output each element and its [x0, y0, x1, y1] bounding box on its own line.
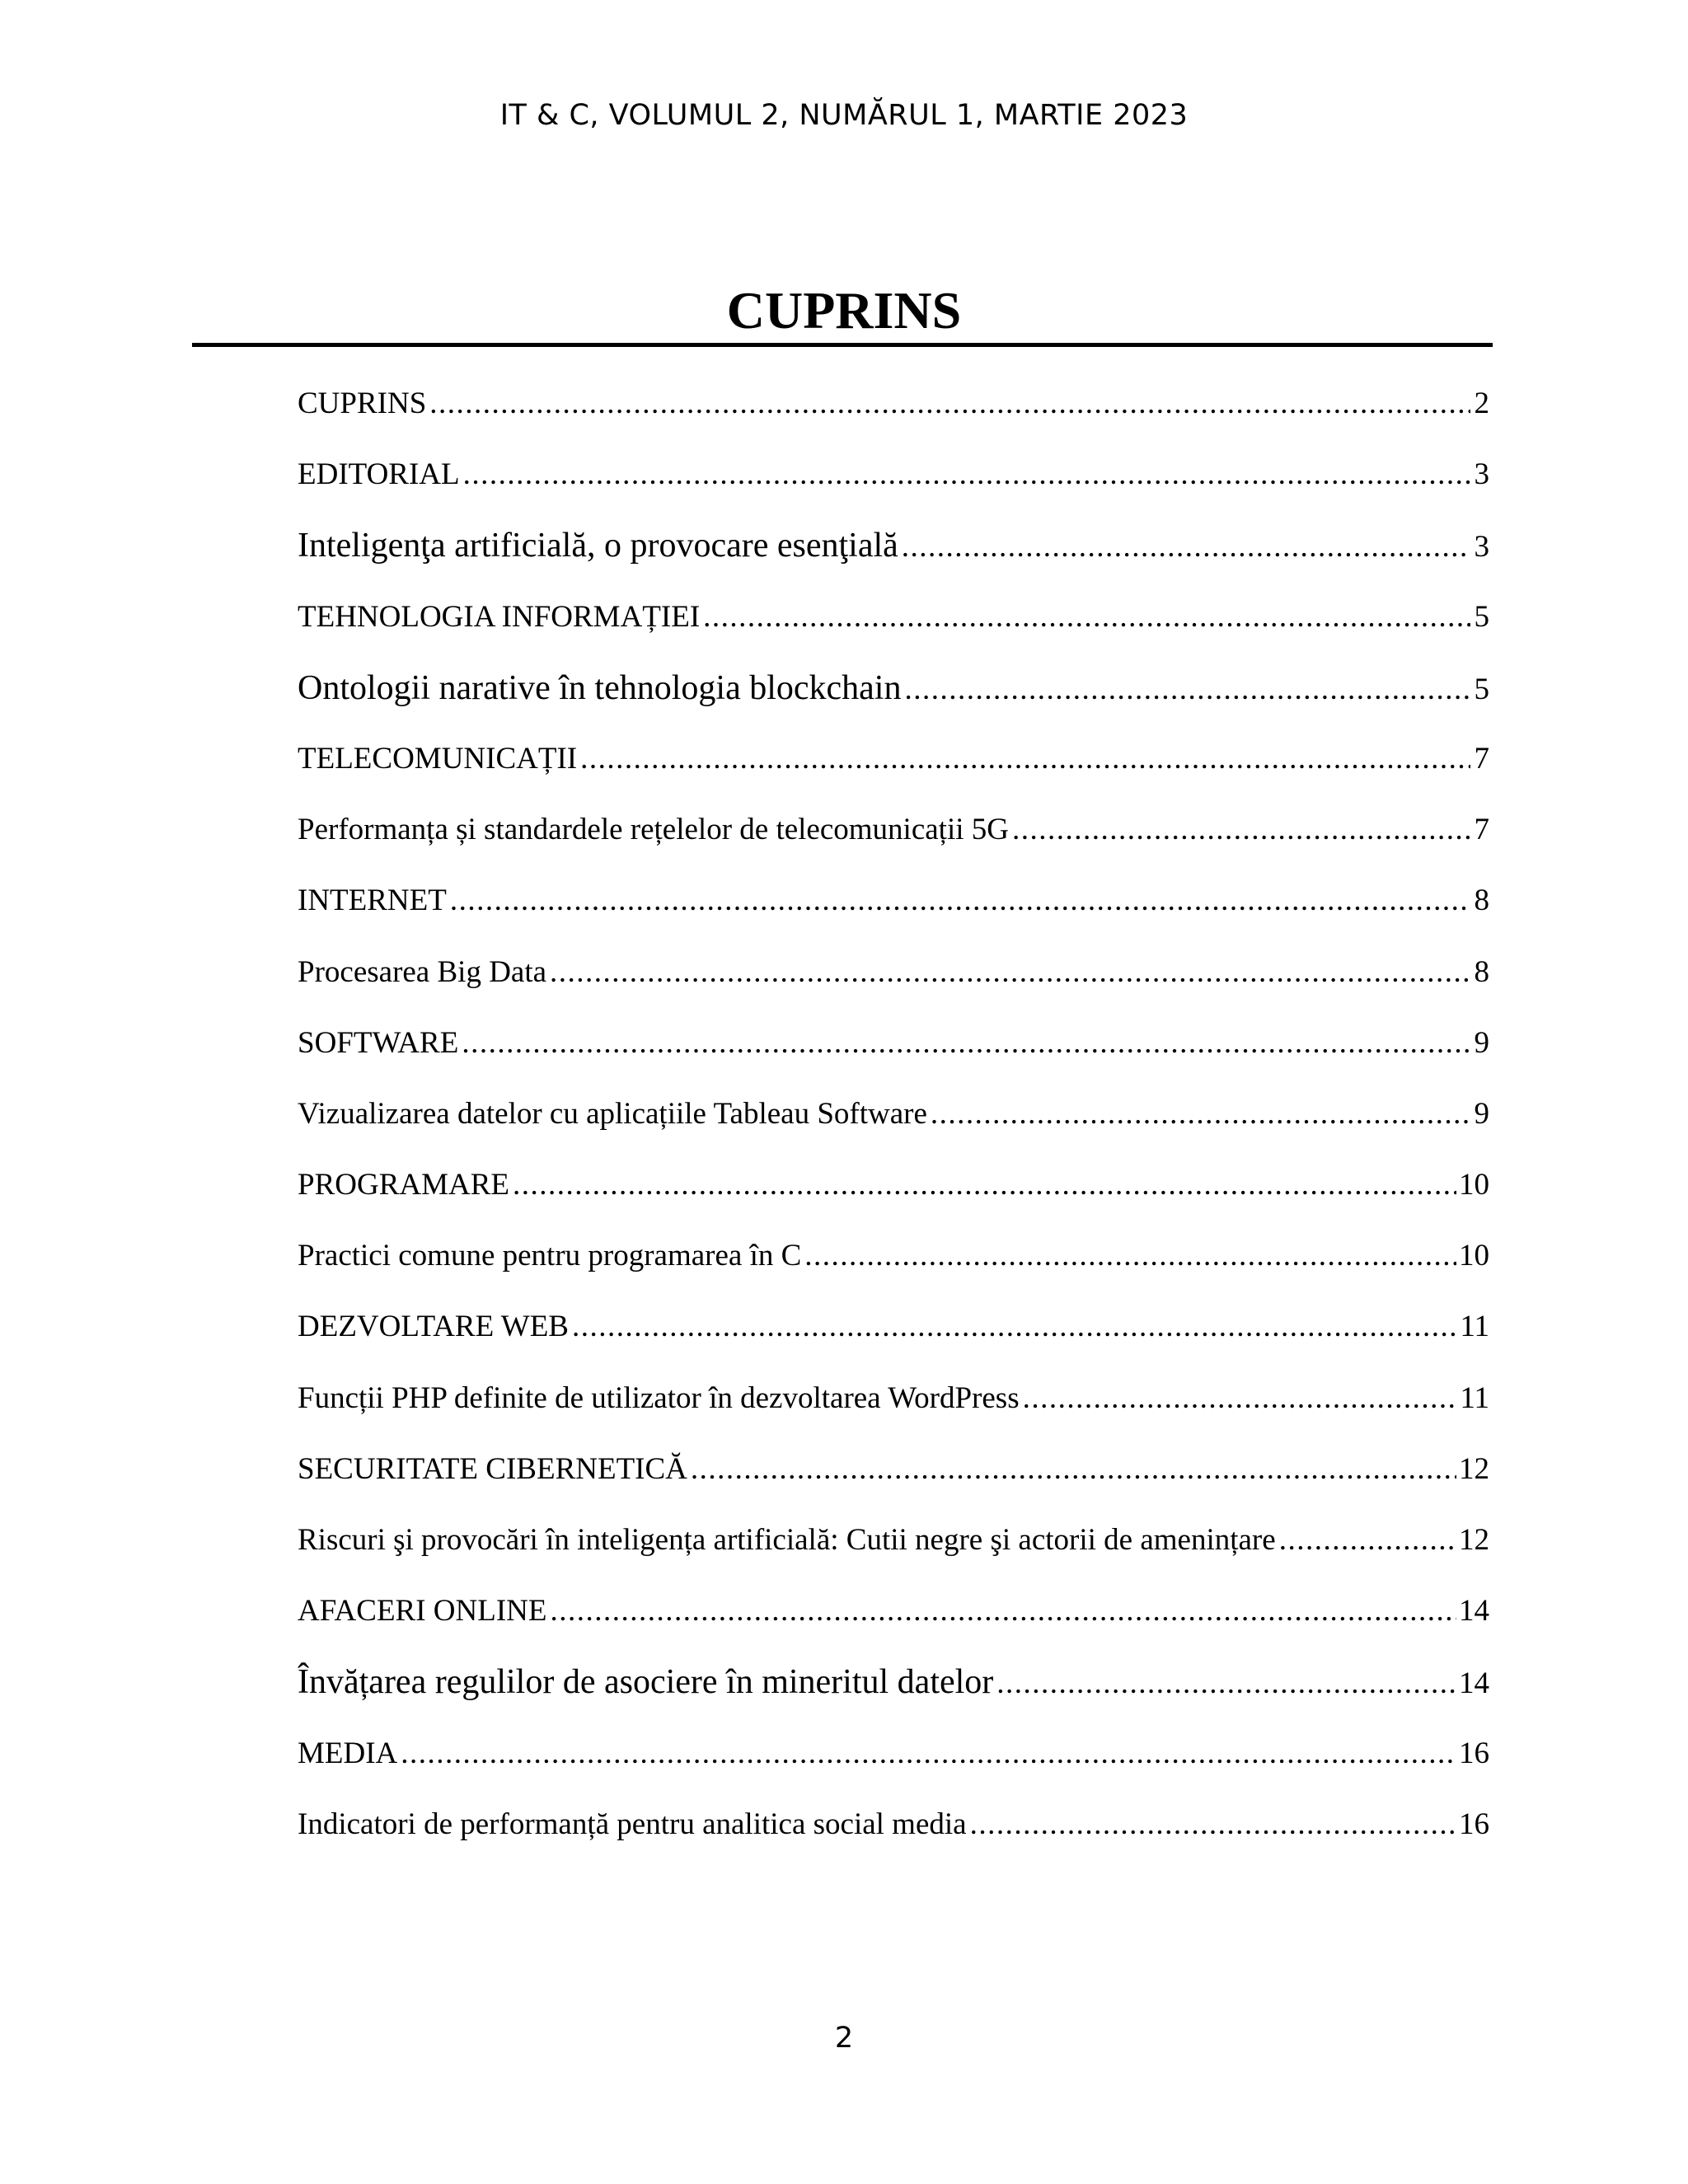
toc-dot-leader [931, 1091, 1470, 1137]
toc-dot-leader [580, 736, 1470, 782]
toc-entry-page[interactable]: 12 [1459, 1451, 1489, 1486]
toc-entry-page[interactable]: 3 [1474, 530, 1489, 565]
toc-entry-text[interactable]: Indicatori de performanță pentru analitica social media [298, 1807, 967, 1841]
toc-entry[interactable] [298, 381, 1489, 452]
toc-entry[interactable] [298, 1731, 1489, 1802]
toc-entry-text[interactable]: Ontologii narative în tehnologia blockchain [298, 668, 902, 707]
toc-dot-leader [429, 381, 1470, 427]
toc-entry-text[interactable]: SECURITATE CIBERNETICĂ [298, 1451, 687, 1486]
toc-dot-leader [1012, 807, 1470, 853]
toc-entry[interactable] [298, 1091, 1489, 1162]
toc-entry[interactable] [298, 1162, 1489, 1233]
toc-entry-text[interactable]: Performanța și standardele rețelelor de telecomunicații 5G [298, 813, 1009, 847]
toc-dot-leader [572, 1304, 1457, 1350]
toc-dot-leader [1023, 1376, 1458, 1422]
toc-entry-page[interactable]: 14 [1459, 1666, 1489, 1701]
toc-entry[interactable] [298, 1020, 1489, 1091]
toc-dot-leader [463, 452, 1470, 498]
toc-entry-text[interactable]: CUPRINS [298, 387, 427, 420]
toc-entry[interactable] [298, 1304, 1489, 1375]
running-header: IT & C, VOLUMUL 2, NUMĂRUL 1, MARTIE 2023 [499, 99, 1189, 132]
toc-entry-page[interactable]: 7 [1474, 741, 1489, 776]
toc-dot-leader [1279, 1517, 1456, 1563]
toc-entry[interactable] [298, 594, 1489, 665]
toc-entry[interactable] [298, 452, 1489, 523]
toc-entry-text[interactable]: Învățarea regulilor de asociere în mineritul datelor [298, 1663, 994, 1702]
toc-entry[interactable] [298, 1659, 1489, 1730]
toc-dot-leader [550, 949, 1470, 996]
toc-entry-page[interactable]: 11 [1460, 1380, 1489, 1415]
toc-dot-leader [462, 1020, 1470, 1066]
toc-list [298, 381, 1489, 1872]
toc-entry[interactable] [298, 1517, 1489, 1588]
toc-entry-text[interactable]: Riscuri şi provocări în inteligența artificială: Cutii negre şi actorii de amenințare [298, 1523, 1276, 1557]
toc-entry-page[interactable]: 10 [1459, 1239, 1489, 1273]
toc-entry[interactable] [298, 523, 1489, 593]
toc-entry-text[interactable]: EDITORIAL [298, 457, 460, 492]
toc-dot-leader [450, 878, 1470, 924]
toc-entry[interactable] [298, 736, 1489, 807]
toc-dot-leader [970, 1802, 1456, 1848]
toc-entry-page[interactable]: 16 [1459, 1807, 1489, 1841]
toc-dot-leader [902, 524, 1470, 570]
toc-entry-text[interactable]: AFACERI ONLINE [298, 1594, 547, 1629]
toc-entry[interactable] [298, 1802, 1489, 1872]
toc-entry-page[interactable]: 8 [1474, 954, 1489, 989]
toc-entry-page[interactable]: 16 [1459, 1736, 1489, 1770]
toc-entry-page[interactable]: 7 [1474, 813, 1489, 847]
toc-dot-leader [691, 1446, 1456, 1493]
toc-entry-page[interactable]: 14 [1459, 1594, 1489, 1629]
toc-entry[interactable] [298, 1233, 1489, 1304]
toc-dot-leader [904, 667, 1470, 713]
toc-entry[interactable] [298, 1376, 1489, 1446]
toc-entry-page[interactable]: 9 [1474, 1096, 1489, 1131]
toc-entry-page[interactable]: 5 [1474, 599, 1489, 634]
toc-entry-text[interactable]: Inteligenţa artificială, o provocare esenţială [298, 527, 898, 565]
toc-dot-leader [513, 1162, 1456, 1208]
toc-entry-text[interactable]: Funcții PHP definite de utilizator în dezvoltarea WordPress [298, 1380, 1020, 1415]
toc-entry-text[interactable]: MEDIA [298, 1736, 398, 1770]
toc-entry[interactable] [298, 1588, 1489, 1659]
toc-entry[interactable] [298, 807, 1489, 878]
toc-entry[interactable] [298, 949, 1489, 1020]
toc-entry-page[interactable]: 8 [1474, 883, 1489, 918]
toc-entry[interactable] [298, 665, 1489, 736]
toc-entry-page[interactable]: 2 [1474, 387, 1489, 420]
toc-title: CUPRINS [726, 281, 962, 340]
toc-dot-leader [401, 1731, 1456, 1777]
toc-entry-page[interactable]: 3 [1474, 457, 1489, 492]
toc-entry-text[interactable]: INTERNET [298, 883, 447, 918]
toc-entry-page[interactable]: 12 [1459, 1523, 1489, 1557]
toc-entry[interactable] [298, 878, 1489, 949]
toc-entry-text[interactable]: DEZVOLTARE WEB [298, 1310, 569, 1344]
toc-entry-text[interactable]: Practici comune pentru programarea în C [298, 1239, 802, 1273]
toc-entry-text[interactable]: TELECOMUNICAȚII [298, 741, 578, 776]
toc-entry-text[interactable]: Procesarea Big Data [298, 954, 547, 989]
toc-entry-text[interactable]: SOFTWARE [298, 1025, 459, 1060]
toc-dot-leader [996, 1661, 1456, 1707]
toc-dot-leader [703, 594, 1470, 640]
toc-dot-leader [551, 1588, 1457, 1634]
toc-entry-page[interactable]: 10 [1459, 1168, 1489, 1202]
toc-dot-leader [804, 1233, 1456, 1279]
title-rule [192, 343, 1493, 347]
toc-entry-text[interactable]: TEHNOLOGIA INFORMAȚIEI [298, 599, 701, 634]
toc-entry[interactable] [298, 1446, 1489, 1517]
toc-entry-text[interactable]: PROGRAMARE [298, 1168, 509, 1202]
page-number: 2 [834, 2022, 854, 2055]
toc-entry-page[interactable]: 11 [1460, 1310, 1489, 1344]
toc-entry-page[interactable]: 5 [1474, 672, 1489, 706]
toc-entry-page[interactable]: 9 [1474, 1025, 1489, 1060]
toc-entry-text[interactable]: Vizualizarea datelor cu aplicațiile Tableau Software [298, 1096, 927, 1131]
